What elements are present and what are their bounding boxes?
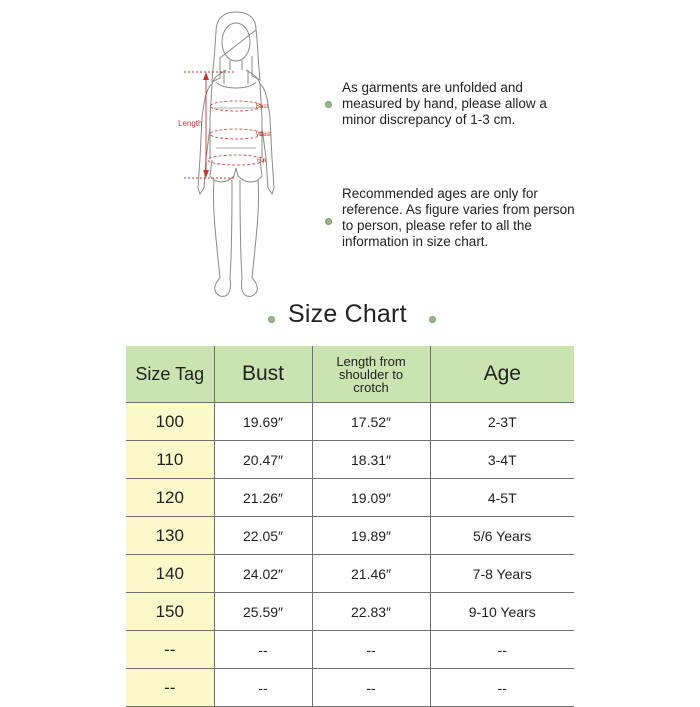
chart-title-row xyxy=(0,300,700,336)
page-title: Size Chart xyxy=(288,300,407,328)
note-age: Recommended ages are only for reference. As figure varies from person to person, please refer to all the information in size chart. xyxy=(342,186,575,249)
table-body xyxy=(126,403,574,707)
bust-cell: -- xyxy=(214,669,312,707)
table-row xyxy=(126,403,574,441)
header-size-tag: Size Tag xyxy=(126,346,214,403)
age-cell: 7-8 Years xyxy=(430,555,574,593)
length-cell: -- xyxy=(312,669,430,707)
table-row xyxy=(126,517,574,555)
header-age: Age xyxy=(430,346,574,403)
age-cell: 3-4T xyxy=(430,441,574,479)
size-tag-cell: 130 xyxy=(126,517,214,555)
title-bullet-icon xyxy=(268,316,275,323)
size-tag-cell: 140 xyxy=(126,555,214,593)
hip-label: Hip xyxy=(257,158,267,164)
size-tag-cell: -- xyxy=(126,669,214,707)
length-cell: 22.83″ xyxy=(312,593,430,631)
age-cell: 4-5T xyxy=(430,479,574,517)
length-cell: 19.89″ xyxy=(312,517,430,555)
bust-cell: 19.69″ xyxy=(214,403,312,441)
age-cell: 5/6 Years xyxy=(430,517,574,555)
note-bullet-icon xyxy=(325,218,332,225)
table-row xyxy=(126,669,574,707)
table-row xyxy=(126,555,574,593)
age-cell: -- xyxy=(430,631,574,669)
size-tag-cell: -- xyxy=(126,631,214,669)
waist-label: Waist xyxy=(256,132,271,138)
note-bullet-icon xyxy=(325,101,332,108)
header-bust: Bust xyxy=(214,346,312,403)
length-cell: 21.46″ xyxy=(312,555,430,593)
bust-cell: 25.59″ xyxy=(214,593,312,631)
length-cell: 18.31″ xyxy=(312,441,430,479)
size-tag-cell: 150 xyxy=(126,593,214,631)
header-length: Length from shoulder to crotch xyxy=(312,346,430,403)
body-figure-illustration xyxy=(160,8,310,304)
length-cell: 17.52″ xyxy=(312,403,430,441)
size-chart-table xyxy=(126,346,574,707)
length-label: Length xyxy=(178,119,203,128)
bust-cell: 24.02″ xyxy=(214,555,312,593)
table-row xyxy=(126,631,574,669)
table-header-row xyxy=(126,346,574,403)
bust-cell: -- xyxy=(214,631,312,669)
bust-label: Bust xyxy=(256,104,269,110)
size-tag-cell: 120 xyxy=(126,479,214,517)
length-cell: -- xyxy=(312,631,430,669)
age-cell: 9-10 Years xyxy=(430,593,574,631)
age-cell: 2-3T xyxy=(430,403,574,441)
table-row xyxy=(126,441,574,479)
bust-cell: 20.47″ xyxy=(214,441,312,479)
measurement-guide xyxy=(0,0,700,300)
size-tag-cell: 110 xyxy=(126,441,214,479)
bust-cell: 21.26″ xyxy=(214,479,312,517)
table-row xyxy=(126,593,574,631)
table-row xyxy=(126,479,574,517)
age-cell: -- xyxy=(430,669,574,707)
size-tag-cell: 100 xyxy=(126,403,214,441)
bust-cell: 22.05″ xyxy=(214,517,312,555)
length-cell: 19.09″ xyxy=(312,479,430,517)
note-measurement: As garments are unfolded and measured by hand, please allow a minor discrepancy of 1-3 cm. xyxy=(342,80,547,127)
title-bullet-icon xyxy=(429,316,436,323)
